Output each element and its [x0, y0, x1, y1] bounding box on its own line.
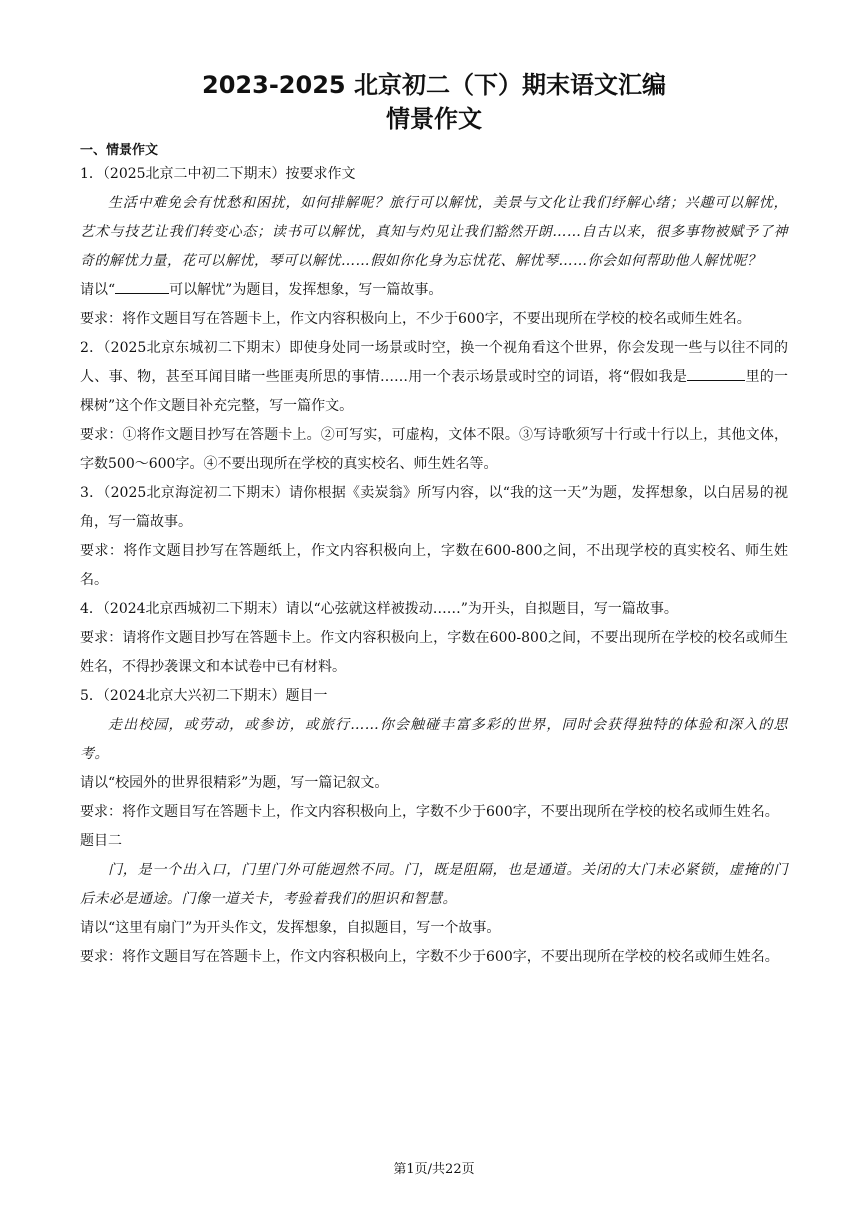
fill-in-blank [687, 366, 745, 381]
question-1-material: 生活中难免会有忧愁和困扰，如何排解呢？旅行可以解忧，美景与文化让我们纾解心绪；兴趣可以解忧，艺术与技艺让我们转变心态；读书可以解忧，真知与灼见让我们豁然开朗……自古以来，很多事物被赋予了神奇的解忧力量，花可以解忧，琴可以解忧……假如你化身为忘忧花、解忧琴……你会如何帮助他人解忧呢？ [80, 195, 788, 269]
question-2-requirement: 要求：①将作文题目抄写在答题卡上。②可写实，可虚构，文体不限。③写诗歌须写十行或十行以上，其他文体，字数500～600字。④不要出现所在学校的真实校名、师生姓名等。 [80, 427, 788, 472]
question-3-intro: 3．（2025北京海淀初二下期末）请你根据《卖炭翁》所写内容，以“我的这一天”为题，发挥想象，以白居易的视角，写一篇故事。 [80, 485, 788, 530]
page-number: 第1页/共22页 [393, 1162, 475, 1177]
question-2-intro-post: 里的一棵树”这个作文题目补充完整，写一篇作文。 [80, 369, 789, 414]
question-5-material-2: 门，是一个出入口，门里门外可能迥然不同。门，既是阻隔，也是通道。关闭的大门未必紧锁，虚掩的门后未必是通途。门像一道关卡，考验着我们的胆识和智慧。 [80, 862, 788, 907]
question-5-intro: 5．（2024北京大兴初二下期末）题目一 [80, 688, 328, 704]
question-2-intro-pre: 2．（2025北京东城初二下期末）即使身处同一场景或时空，换一个视角看这个世界，你会发现一些与以往不同的人、事、物，甚至耳闻目睹一些匪夷所思的事情……用一个表示场景或时空的词语，将“假如我是 [80, 340, 788, 385]
question-5-material: 走出校园，或劳动，或参访，或旅行……你会触碰丰富多彩的世界，同时会获得独特的体验和深入的思考。 [80, 717, 788, 762]
question-5-prompt-2: 请以“这里有扇门”为开头作文，发挥想象，自拟题目，写一个故事。 [80, 920, 501, 936]
question-1-intro: 1．（2025北京二中初二下期末）按要求作文 [80, 166, 356, 182]
document-subtitle: 情景作文 [386, 105, 482, 133]
question-5-requirement-2: 要求：将作文题目写在答题卡上，作文内容积极向上，字数不少于600字，不要出现所在学校的校名或师生姓名。 [80, 949, 779, 965]
question-1-prompt-post: 可以解忧”为题目，发挥想象，写一篇故事。 [169, 282, 443, 298]
question-3-requirement: 要求：将作文题目抄写在答题纸上，作文内容积极向上，字数在600-800之间，不出现学校的真实校名、师生姓名。 [80, 543, 788, 588]
question-1-prompt [80, 276, 788, 305]
question-5-requirement: 要求：将作文题目写在答题卡上，作文内容积极向上，字数不少于600字，不要出现所在学校的校名或师生姓名。 [80, 804, 779, 820]
question-2-intro [80, 334, 788, 421]
question-4-intro: 4．（2024北京西城初二下期末）请以“心弦就这样被拨动……”为开头，自拟题目，写一篇故事。 [80, 601, 678, 617]
fill-in-blank [115, 279, 169, 294]
question-1-requirement: 要求：将作文题目写在答题卡上，作文内容积极向上，不少于600字，不要出现所在学校的校名或师生姓名。 [80, 311, 751, 327]
question-5-prompt: 请以“校园外的世界很精彩”为题，写一篇记叙文。 [80, 775, 389, 791]
document-title: 2023-2025 北京初二（下）期末语文汇编 [202, 71, 666, 99]
question-4-requirement: 要求：请将作文题目抄写在答题卡上。作文内容积极向上，字数在600-800之间，不要出现所在学校的校名或师生姓名，不得抄袭课文和本试卷中已有材料。 [80, 630, 788, 675]
question-1-prompt-pre: 请以“ [80, 282, 116, 298]
section-heading: 一、情景作文 [80, 143, 159, 158]
question-5-subheading: 题目二 [80, 833, 122, 849]
